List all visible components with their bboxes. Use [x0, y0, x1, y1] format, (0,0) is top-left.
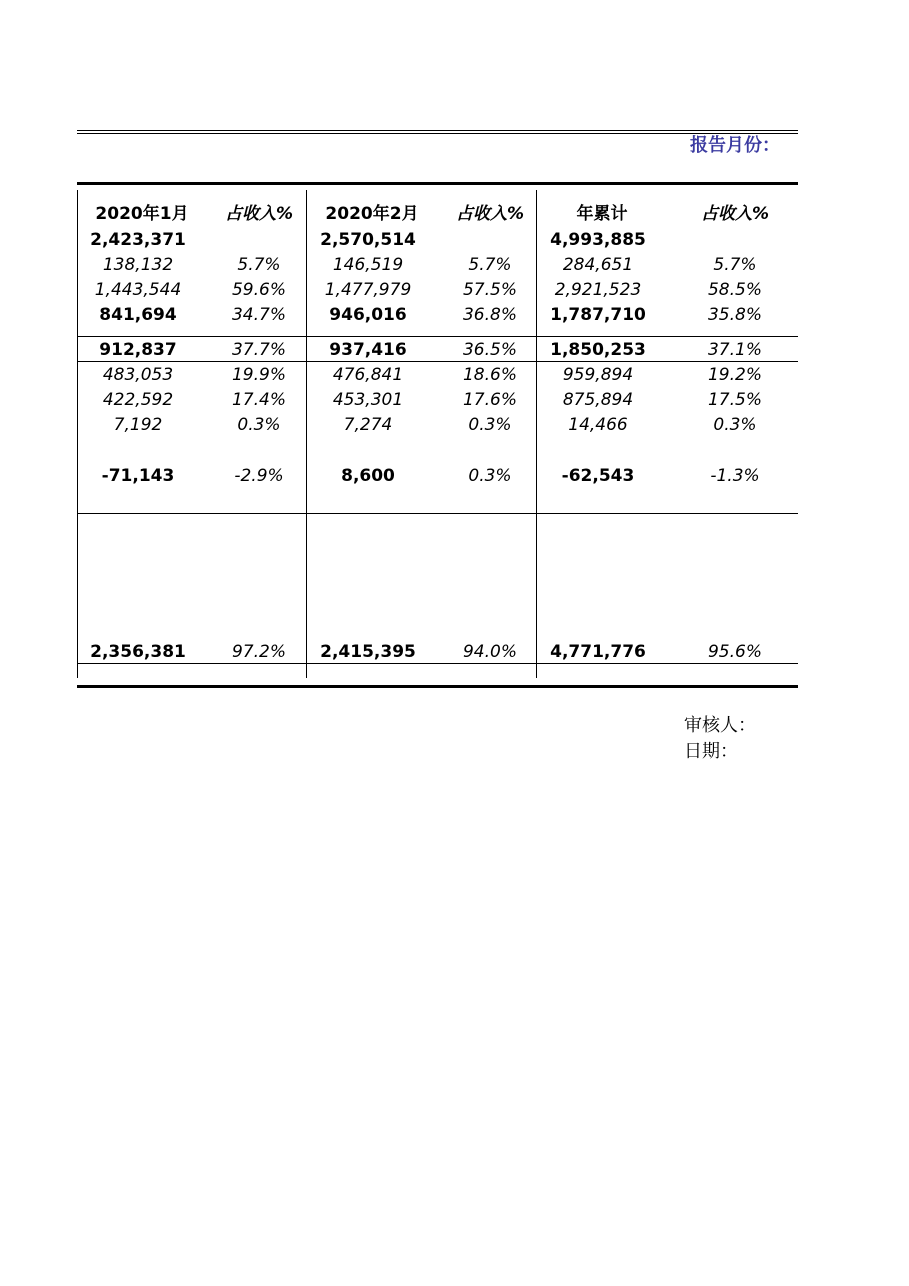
table-value-cell: 2,356,381 — [90, 642, 186, 662]
table-value-cell: 138,132 — [102, 255, 174, 275]
date-label: 日期： — [684, 741, 738, 762]
table-value-cell: 483,053 — [102, 365, 174, 385]
col-header-period: 2020年1月 — [95, 204, 189, 224]
row-divider-2 — [77, 361, 798, 362]
table-pct-cell: 17.4% — [231, 390, 287, 410]
col-header-pct: 占收入% — [700, 204, 770, 224]
col-border-left — [77, 190, 78, 678]
col-header-period: 年累计 — [576, 204, 628, 224]
table-pct-cell: 0.3% — [468, 466, 512, 486]
table-pct-cell: 34.7% — [231, 305, 287, 325]
table-pct-cell: 95.6% — [707, 642, 763, 662]
table-pct-cell: 18.6% — [462, 365, 518, 385]
table-pct-cell: 94.0% — [462, 642, 518, 662]
col-header-period: 2020年2月 — [325, 204, 419, 224]
table-value-cell: 14,466 — [568, 415, 628, 435]
row-divider-1 — [77, 336, 798, 337]
table-value-cell: 2,570,514 — [320, 230, 416, 250]
table-value-cell: 841,694 — [99, 305, 177, 325]
table-value-cell: 7,192 — [113, 415, 163, 435]
table-pct-cell: 19.9% — [231, 365, 287, 385]
table-pct-cell: 0.3% — [713, 415, 757, 435]
table-value-cell: 8,600 — [341, 466, 395, 486]
row-divider-4 — [77, 663, 798, 664]
table-value-cell: 2,423,371 — [90, 230, 186, 250]
table-value-cell: 2,415,395 — [320, 642, 416, 662]
table-value-cell: 1,477,979 — [324, 280, 412, 300]
table-value-cell: 453,301 — [332, 390, 404, 410]
table-pct-cell: 0.3% — [468, 415, 512, 435]
table-pct-cell: 19.2% — [707, 365, 763, 385]
table-value-cell: 1,443,544 — [94, 280, 182, 300]
table-value-cell: -71,143 — [101, 466, 175, 486]
table-value-cell: 2,921,523 — [554, 280, 642, 300]
table-pct-cell: 37.1% — [707, 340, 763, 360]
table-pct-cell: 36.5% — [462, 340, 518, 360]
table-pct-cell: 36.8% — [462, 305, 518, 325]
table-pct-cell: 97.2% — [231, 642, 287, 662]
report-month-label: 报告月份： — [690, 135, 780, 156]
table-value-cell: -62,543 — [561, 466, 635, 486]
table-value-cell: 1,850,253 — [550, 340, 646, 360]
table-pct-cell: 57.5% — [462, 280, 518, 300]
table-value-cell: 146,519 — [332, 255, 404, 275]
row-divider-3 — [77, 513, 798, 514]
table-value-cell: 4,771,776 — [550, 642, 646, 662]
table-value-cell: 875,894 — [562, 390, 634, 410]
table-value-cell: 284,651 — [562, 255, 634, 275]
table-pct-cell: 59.6% — [231, 280, 287, 300]
table-pct-cell: -1.3% — [710, 466, 760, 486]
table-value-cell: 422,592 — [102, 390, 174, 410]
table-pct-cell: 5.7% — [468, 255, 512, 275]
table-pct-cell: 5.7% — [237, 255, 281, 275]
table-value-cell: 1,787,710 — [550, 305, 646, 325]
table-pct-cell: 58.5% — [707, 280, 763, 300]
table-pct-cell: 5.7% — [713, 255, 757, 275]
table-pct-cell: 17.5% — [707, 390, 763, 410]
table-value-cell: 476,841 — [332, 365, 404, 385]
table-bottom-border — [77, 685, 798, 688]
table-pct-cell: 0.3% — [237, 415, 281, 435]
table-value-cell: 7,274 — [343, 415, 393, 435]
table-pct-cell: 37.7% — [231, 340, 287, 360]
table-value-cell: 4,993,885 — [550, 230, 646, 250]
table-top-border — [77, 182, 798, 185]
table-pct-cell: 17.6% — [462, 390, 518, 410]
reviewer-label: 审核人： — [684, 715, 756, 736]
table-pct-cell: -2.9% — [234, 466, 284, 486]
col-header-pct: 占收入% — [455, 204, 525, 224]
table-value-cell: 912,837 — [99, 340, 177, 360]
table-pct-cell: 35.8% — [707, 305, 763, 325]
col-header-pct: 占收入% — [224, 204, 294, 224]
col-border-2 — [536, 190, 537, 678]
table-value-cell: 937,416 — [329, 340, 407, 360]
col-border-1 — [306, 190, 307, 678]
top-rule-1 — [77, 130, 798, 131]
table-value-cell: 946,016 — [329, 305, 407, 325]
table-value-cell: 959,894 — [562, 365, 634, 385]
